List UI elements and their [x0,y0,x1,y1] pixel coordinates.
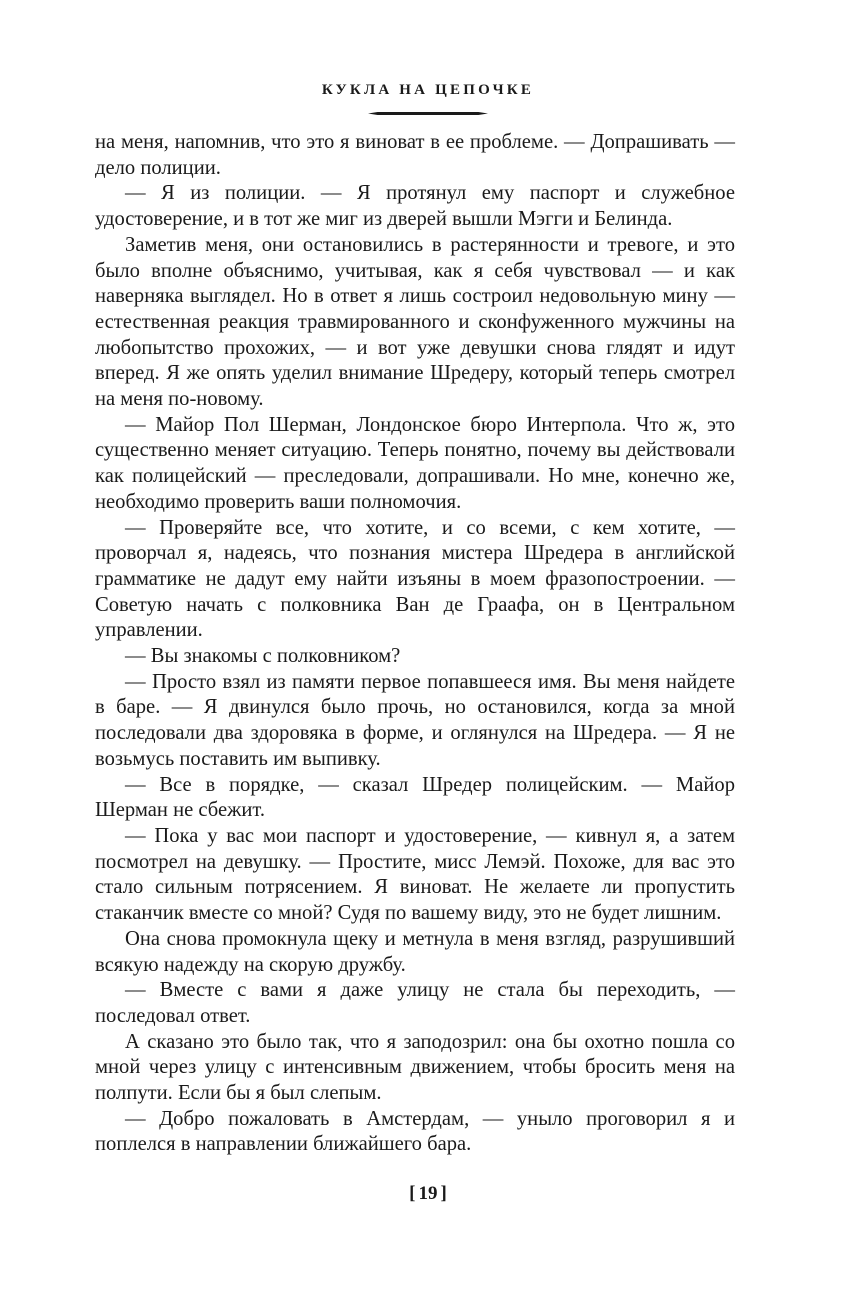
paragraph: — Вы знакомы с полковником? [125,645,401,668]
paragraph: — Майор Пол Шерман, Лондонское бюро Интерпола. Что ж, это существенно меняет ситуацию. Теперь понятно, почему вы действовали как полицейский — преследовали, допрашивали. Но мне, конечно же, необходимо проверить ваши полномочия. [95,413,735,513]
paragraph: Она снова промокнула щеку и метнула в меня взгляд, разрушивший всякую надежду на скорую дружбу. [95,927,735,976]
page-number [0,1183,856,1205]
paragraph: — Просто взял из памяти первое попавшееся имя. Вы меня найдете в баре. — Я двинулся было прочь, но остановился, когда за мной последовали два здоровяка в форме, и оглянулся на Шредера. — Я не возьмусь поставить им выпивку. [95,670,735,770]
paragraph: — Все в порядке, — сказал Шредер полицейским. — Майор Шерман не сбежит. [95,773,735,822]
page-number-close-bracket: ] [440,1183,447,1204]
paragraph: — Вместе с вами я даже улицу не стала бы переходить, — последовал ответ. [95,979,735,1027]
paragraph: Заметив меня, они остановились в растерянности и тревоге, и это было вполне объяснимо, учитывая, как я себя чувствовал — и как наверняка выглядел. Но в ответ я лишь состроил недовольную мину — естественная реакция травмированного и сконфуженного мужчины на любопытство прохожих, — и вот уже девушки снова глядят и идут вперед. Я же опять уделил внимание Шредеру, который теперь смотрел на меня по-новому. [95,233,735,411]
paragraph: на меня, напомнив, что это я виноват в ее проблеме. — Допрашивать — дело полиции. [95,131,735,179]
page-number-value: 19 [418,1183,438,1204]
paragraph: — Проверяйте все, что хотите, и со всеми, с кем хотите, — проворчал я, надеясь, что познания мистера Шредера в английской грамматике не дадут ему найти изъяны в моем фразопостроении. — Советую начать с полковника Ван де Граафа, он в Центральном управлении. [95,516,735,642]
running-head-rule [368,112,488,115]
paragraph: — Пока у вас мои паспорт и удостоверение, — кивнул я, а затем посмотрел на девушку. — Простите, мисс Лемэй. Похоже, для вас это стало сильным потрясением. Я виноват. Не желаете ли пропустить стаканчик вместе со мной? Судя по вашему виду, это не будет лишним. [95,824,735,925]
paragraph: — Я из полиции. — Я протянул ему паспорт и служебное удостоверение, и в тот же миг из дверей вышли Мэгги и Белинда. [95,182,735,231]
running-head: КУКЛА НА ЦЕПОЧКЕ [321,82,535,98]
page-number-open-bracket: [ [409,1183,416,1204]
paragraph: — Добро пожаловать в Амстердам, — уныло проговорил я и поплелся в направлении ближайшего бара. [95,1107,735,1156]
body-text [95,130,735,1158]
paragraph: А сказано это было так, что я заподозрил: она бы охотно пошла со мной через улицу с интенсивным движением, чтобы бросить меня на полпути. Если бы я был слепым. [95,1030,735,1105]
